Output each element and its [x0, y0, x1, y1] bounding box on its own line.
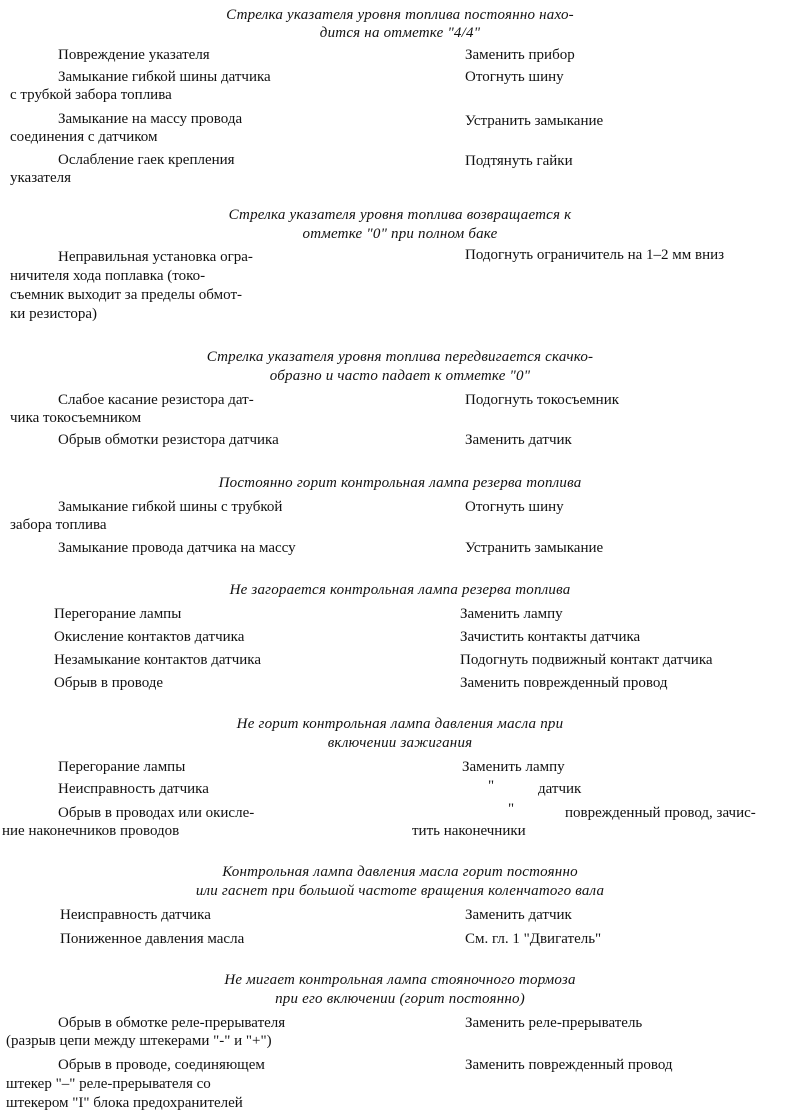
cause-text: штекером "I" блока предохранителей — [6, 1095, 243, 1111]
section-title: Стрелка указателя уровня топлива возвращается к — [228, 207, 572, 223]
section-title: дится на отметке "4/4" — [319, 25, 481, 41]
remedy-text: Заменить лампу — [460, 606, 563, 622]
cause-text: забора топлива — [10, 517, 107, 533]
cause-text: штекер "–" реле-прерывателя со — [6, 1076, 211, 1092]
section-title: Стрелка указателя уровня топлива передвигается скачко- — [206, 349, 594, 365]
remedy-text: См. гл. 1 "Двигатель" — [465, 931, 602, 947]
cause-text: Замыкание гибкой шины датчика — [58, 69, 271, 85]
cause-text: ние наконечников проводов — [2, 823, 180, 839]
remedy-text: датчик — [538, 781, 582, 797]
cause-text: Обрыв в проводе, соединяющем — [58, 1057, 265, 1073]
ditto-mark: " — [508, 801, 515, 817]
remedy-text: Подогнуть ограничитель на 1–2 мм вниз — [465, 247, 725, 263]
cause-text: Незамыкание контактов датчика — [54, 652, 261, 668]
section-title: или гаснет при большой частоте вращения коленчатого вала — [195, 883, 605, 899]
cause-text: Неправильная установка огра- — [58, 249, 253, 265]
cause-text: съемник выходит за пределы обмот- — [10, 287, 243, 303]
remedy-text: Подтянуть гайки — [465, 153, 573, 169]
section-title: Стрелка указателя уровня топлива постоянно нахо- — [226, 7, 574, 23]
remedy-text: Отогнуть шину — [465, 499, 564, 515]
cause-text: Пониженное давления масла — [60, 931, 245, 947]
cause-text: Неисправность датчика — [60, 907, 211, 923]
remedy-text: Заменить поврежденный провод — [465, 1057, 673, 1073]
remedy-text: Заменить реле-прерыватель — [465, 1015, 643, 1031]
section-title: Постоянно горит контрольная лампа резерва топлива — [218, 475, 582, 491]
cause-text: Слабое касание резистора дат- — [58, 392, 254, 408]
remedy-text: тить наконечники — [412, 823, 526, 839]
cause-text: Обрыв в проводах или окисле- — [58, 805, 255, 821]
cause-text: Замыкание на массу провода — [58, 111, 243, 127]
cause-text: Обрыв в проводе — [54, 675, 164, 691]
cause-text: указателя — [10, 170, 72, 186]
remedy-text: Заменить датчик — [465, 907, 572, 923]
cause-text: Повреждение указателя — [58, 47, 210, 63]
remedy-text: Заменить датчик — [465, 432, 572, 448]
section-title: отметке "0" при полном баке — [302, 226, 498, 242]
remedy-text: Подогнуть подвижный контакт датчика — [460, 652, 713, 668]
cause-text: соединения с датчиком — [10, 129, 158, 145]
cause-text: Ослабление гаек крепления — [58, 152, 235, 168]
section-title: включении зажигания — [327, 735, 473, 751]
remedy-text: Отогнуть шину — [465, 69, 564, 85]
cause-text: Перегорание лампы — [58, 759, 186, 775]
remedy-text: Заменить лампу — [462, 759, 565, 775]
cause-text: ничителя хода поплавка (токо- — [10, 268, 206, 284]
cause-text: Замыкание гибкой шины с трубкой — [58, 499, 283, 515]
remedy-text: Подогнуть токосъемник — [465, 392, 620, 408]
remedy-text: Устранить замыкание — [465, 113, 604, 129]
section-title: образно и часто падает к отметке "0" — [269, 368, 531, 384]
section-title: при его включении (горит постоянно) — [275, 991, 525, 1007]
cause-text: Неисправность датчика — [58, 781, 209, 797]
cause-text: Обрыв в обмотке реле-прерывателя — [58, 1015, 286, 1031]
cause-text: Обрыв обмотки резистора датчика — [58, 432, 279, 448]
cause-text: с трубкой забора топлива — [10, 87, 172, 103]
section-title: Не загорается контрольная лампа резерва топлива — [229, 582, 571, 598]
cause-text: Замыкание провода датчика на массу — [58, 540, 296, 556]
cause-text: ки резистора) — [10, 306, 98, 322]
remedy-text: Устранить замыкание — [465, 540, 604, 556]
section-title: Контрольная лампа давления масла горит постоянно — [222, 864, 578, 880]
remedy-text: Зачистить контакты датчика — [460, 629, 641, 645]
section-title: Не мигает контрольная лампа стояночного тормоза — [224, 972, 576, 988]
remedy-text: Заменить прибор — [465, 47, 575, 63]
cause-text: Окисление контактов датчика — [54, 629, 245, 645]
ditto-mark: " — [488, 778, 495, 794]
section-title: Не горит контрольная лампа давления масла при — [236, 716, 564, 732]
remedy-text: Заменить поврежденный провод — [460, 675, 668, 691]
cause-text: Перегорание лампы — [54, 606, 182, 622]
cause-text: чика токосъемником — [10, 410, 142, 426]
cause-text: (разрыв цепи между штекерами "-" и "+") — [6, 1033, 272, 1049]
remedy-text: поврежденный провод, зачис- — [565, 805, 756, 821]
